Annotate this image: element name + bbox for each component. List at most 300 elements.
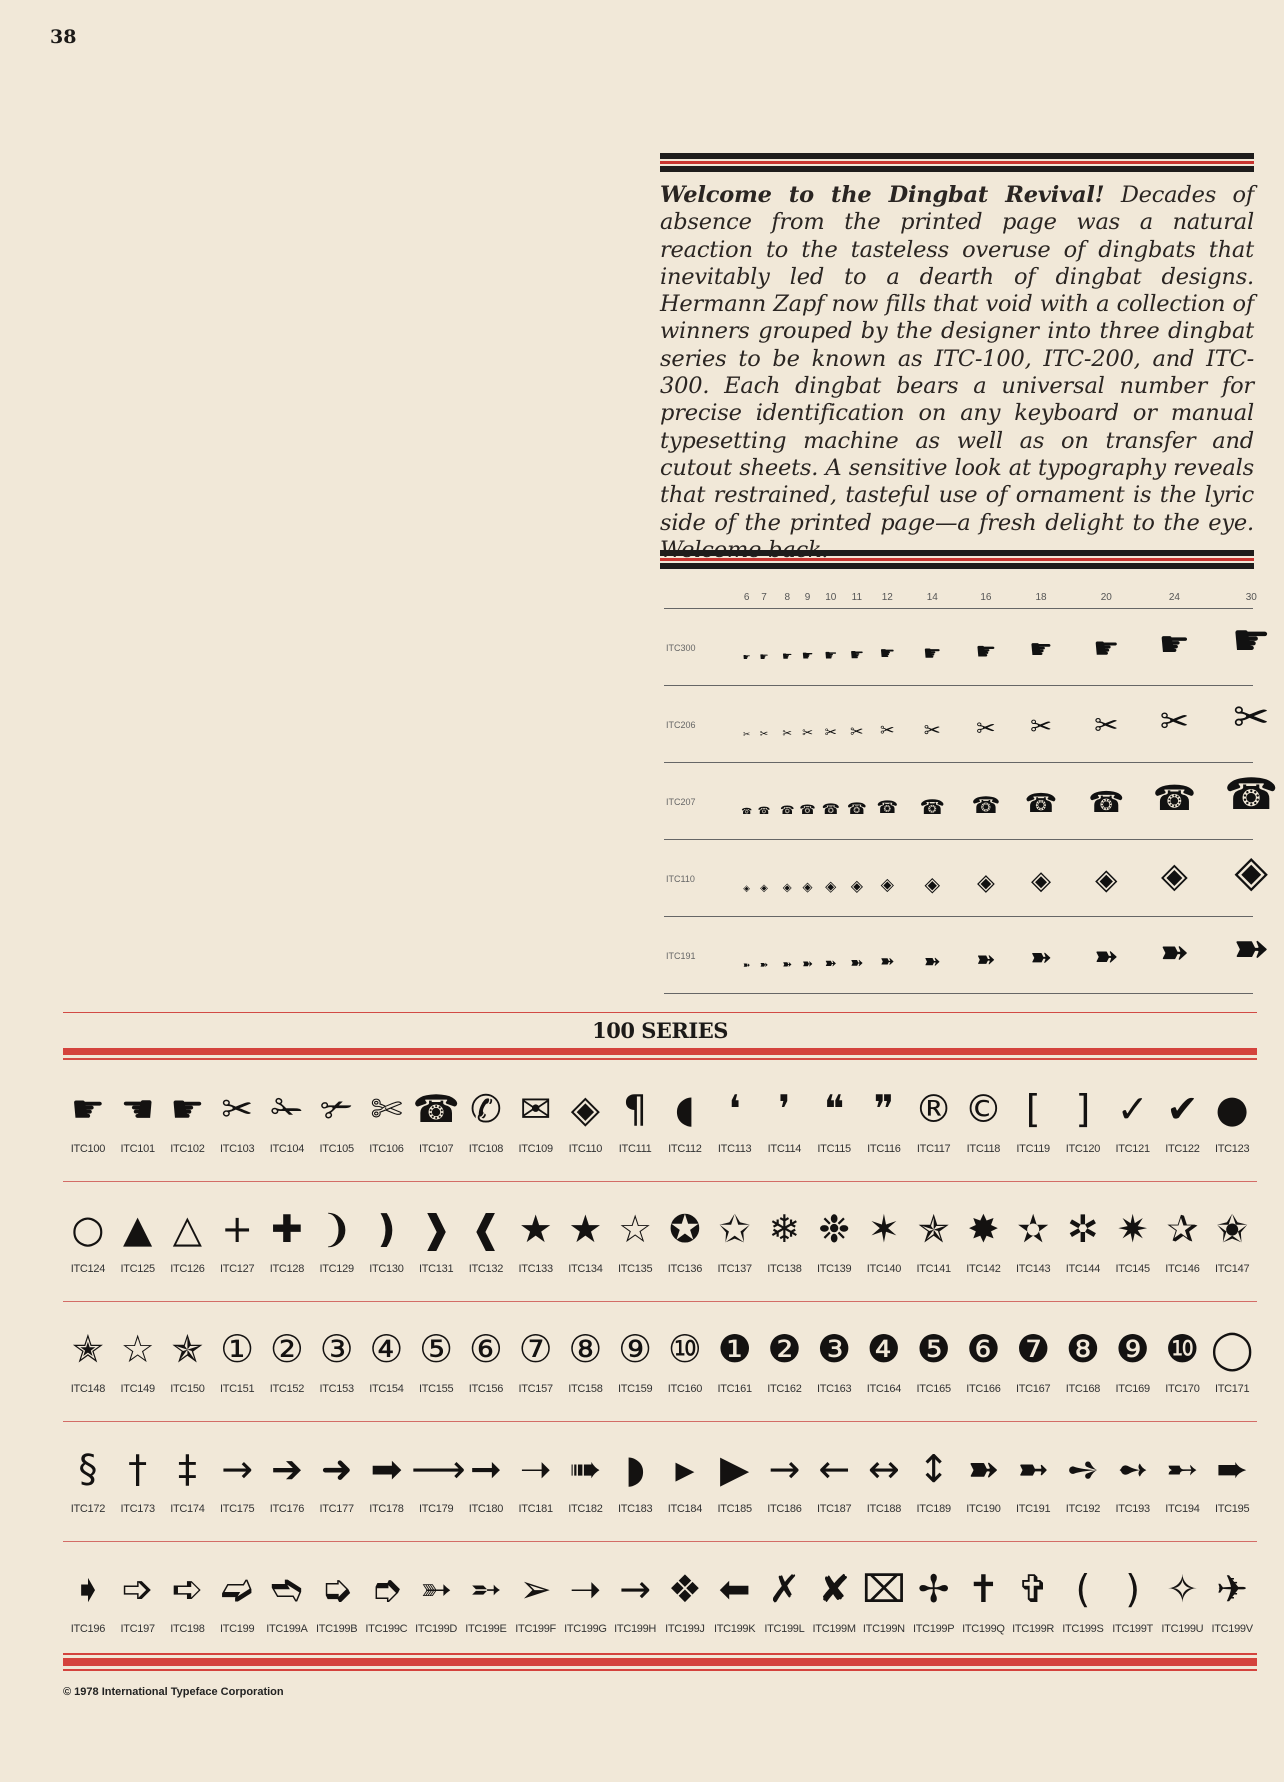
dingbat-code: ITC172	[70, 1503, 106, 1515]
dingbat-code: ITC151	[219, 1383, 255, 1395]
dingbat-glyph: ‡	[177, 1447, 197, 1491]
dingbat-cell	[610, 1440, 660, 1515]
dingbat-glyph: ®	[914, 1087, 953, 1131]
dingbat-glyph: ✝	[967, 1567, 1000, 1611]
dingbat-code: ITC198	[170, 1623, 205, 1635]
dingbat-glyph: ◯	[1210, 1327, 1254, 1371]
size-sample-glyph: ➽	[1030, 942, 1052, 973]
dingbat-code: ITC199D	[415, 1623, 458, 1635]
size-sample-glyph: ➽	[743, 961, 751, 972]
dingbat-cell	[212, 1320, 262, 1395]
dingbat-glyph: ❖	[667, 1567, 702, 1611]
dingbat-code: ITC114	[767, 1143, 802, 1155]
dingbat-code: ITC194	[1165, 1503, 1200, 1515]
dingbat-code: ITC190	[966, 1503, 1001, 1515]
dingbat-glyph: ©	[964, 1087, 1003, 1131]
dingbat-glyph: ✓	[1116, 1087, 1149, 1131]
footer-rule	[63, 1653, 1257, 1671]
dingbat-glyph: ➵	[469, 1567, 502, 1611]
dingbat-code: ITC153	[319, 1383, 354, 1395]
glyph-row	[63, 1560, 1257, 1635]
dingbat-glyph: ➩	[121, 1567, 154, 1611]
dingbat-cell	[511, 1080, 561, 1155]
dingbat-code: ITC147	[1214, 1263, 1250, 1275]
dingbat-code: ITC199E	[465, 1623, 507, 1635]
size-sample-glyph: ☛	[1093, 631, 1120, 665]
dingbat-glyph: →	[221, 1447, 254, 1491]
dingbat-glyph: ✫	[1017, 1207, 1050, 1251]
dingbat-code: ITC176	[269, 1503, 305, 1515]
dingbat-code: ITC101	[120, 1143, 155, 1155]
dingbat-cell	[362, 1560, 412, 1635]
dingbat-cell	[760, 1560, 810, 1635]
dingbat-code: ITC152	[269, 1383, 305, 1395]
page-number: 38	[50, 26, 77, 48]
dingbat-code: ITC127	[219, 1263, 255, 1275]
dingbat-cell	[1058, 1320, 1108, 1395]
size-sample-glyph: ✂	[782, 726, 793, 741]
dingbat-glyph: ⑩	[667, 1327, 702, 1371]
dingbat-glyph: ⬅	[718, 1567, 751, 1611]
dingbat-cell	[362, 1440, 412, 1515]
dingbat-glyph: ❼	[1016, 1327, 1051, 1371]
dingbat-code: ITC142	[966, 1263, 1001, 1275]
size-row	[664, 840, 1268, 917]
dingbat-glyph: ✶	[867, 1207, 900, 1251]
size-sample-glyph: ◈	[760, 882, 768, 894]
dingbat-glyph: △	[172, 1207, 202, 1251]
dingbat-glyph: ❄	[768, 1207, 801, 1251]
dingbat-code: ITC199K	[713, 1623, 756, 1635]
size-label: 11	[851, 592, 863, 603]
dingbat-cell	[909, 1440, 959, 1515]
dingbat-cell	[710, 1200, 760, 1275]
dingbat-code: ITC199C	[365, 1623, 408, 1635]
dingbat-cell	[63, 1440, 113, 1515]
dingbat-glyph: ➫	[221, 1567, 254, 1611]
dingbat-code: ITC158	[568, 1383, 603, 1395]
dingbat-cell	[1108, 1200, 1158, 1275]
dingbat-glyph: ⑥	[468, 1327, 503, 1371]
dingbat-code: ITC199F	[515, 1623, 556, 1635]
size-row	[664, 686, 1270, 763]
dingbat-cell	[1058, 1440, 1108, 1515]
dingbat-cell	[1158, 1320, 1208, 1395]
dingbat-cell	[113, 1320, 163, 1395]
size-sample-glyph: ◈	[1161, 856, 1188, 897]
dingbat-code: ITC160	[667, 1383, 703, 1395]
glyph-row	[63, 1440, 1257, 1542]
dingbat-code: ITC199S	[1062, 1623, 1104, 1635]
dingbat-glyph: ➜	[320, 1447, 353, 1491]
dingbat-code: ITC181	[518, 1503, 553, 1515]
dingbat-cell	[362, 1320, 412, 1395]
dingbat-cell	[113, 1080, 163, 1155]
dingbat-code: ITC186	[767, 1503, 802, 1515]
size-sample-glyph: ➽	[759, 959, 769, 971]
dingbat-cell	[859, 1440, 909, 1515]
dingbat-code: ITC197	[120, 1623, 155, 1635]
dingbat-cell	[461, 1320, 511, 1395]
dingbat-cell	[63, 1560, 113, 1635]
dingbat-code: ITC136	[667, 1263, 703, 1275]
size-label: 10	[825, 592, 837, 603]
dingbat-cell	[262, 1200, 312, 1275]
dingbat-code: ITC103	[219, 1143, 255, 1155]
dingbat-cell	[561, 1200, 611, 1275]
dingbat-glyph: ✄	[370, 1087, 403, 1131]
dingbat-glyph: ✢	[917, 1567, 950, 1611]
dingbat-code: ITC126	[170, 1263, 205, 1275]
size-sample-glyph: ☛	[879, 643, 896, 664]
dingbat-code: ITC199Q	[962, 1623, 1005, 1635]
size-sample-glyph: ✂	[1233, 692, 1270, 743]
dingbat-glyph: ✬	[1216, 1207, 1249, 1251]
dingbat-glyph: ✩	[718, 1207, 751, 1251]
dingbat-glyph: ○	[71, 1207, 105, 1251]
dingbat-cell	[312, 1080, 362, 1155]
size-label: 6	[743, 592, 750, 603]
dingbat-code: ITC155	[418, 1383, 454, 1395]
size-sample-glyph: ☎	[846, 799, 867, 819]
dingbat-code: ITC195	[1214, 1503, 1250, 1515]
dingbat-cell	[1207, 1080, 1257, 1155]
size-sample-glyph: ☎	[741, 807, 753, 818]
top-rule	[660, 153, 1254, 172]
size-sample-glyph: ➽	[880, 951, 895, 972]
dingbat-cell	[411, 1200, 461, 1275]
size-sample-glyph: ☛	[782, 649, 793, 664]
dingbat-glyph: ➝	[519, 1447, 552, 1491]
size-sample-glyph: ✂	[976, 714, 996, 742]
size-sample-glyph: ✂	[1094, 708, 1119, 742]
dingbat-glyph: ❛	[728, 1087, 741, 1131]
dingbat-glyph: ✲	[1066, 1207, 1099, 1251]
dingbat-glyph: ⑤	[419, 1327, 454, 1371]
dingbat-glyph: ❞	[873, 1087, 895, 1131]
size-sample-glyph: ☛	[1029, 634, 1053, 665]
dingbat-cell	[1008, 1200, 1058, 1275]
dingbat-cell	[561, 1560, 611, 1635]
size-label: 24	[1168, 592, 1180, 603]
size-sample-glyph: ☎	[1088, 785, 1125, 819]
dingbat-code: ITC144	[1065, 1263, 1101, 1275]
dingbat-code: ITC120	[1065, 1143, 1101, 1155]
dingbat-glyph: ✂	[221, 1087, 254, 1131]
dingbat-code: ITC139	[816, 1263, 852, 1275]
dingbat-glyph: ➧	[71, 1567, 104, 1611]
dingbat-glyph: ◈	[570, 1087, 600, 1131]
dingbat-code: ITC193	[1115, 1503, 1150, 1515]
dingbat-cell	[959, 1560, 1009, 1635]
dingbat-code: ITC179	[418, 1503, 454, 1515]
dingbat-glyph: ➸	[1166, 1447, 1199, 1491]
size-row	[664, 609, 1271, 686]
dingbat-cell	[660, 1080, 710, 1155]
row-separator	[63, 1181, 1257, 1182]
size-row-label: ITC191	[666, 951, 696, 961]
dingbat-code: ITC133	[518, 1263, 553, 1275]
dingbat-cell	[212, 1560, 262, 1635]
size-sample-glyph: ◈	[1234, 846, 1268, 897]
size-sample-glyph: ☛	[923, 640, 942, 665]
size-label: 9	[804, 592, 811, 603]
dingbat-code: ITC130	[369, 1263, 404, 1275]
dingbat-glyph: ❶	[717, 1327, 752, 1371]
dingbat-cell	[163, 1440, 213, 1515]
dingbat-cell	[212, 1080, 262, 1155]
size-sample-glyph: ✂	[1159, 702, 1189, 743]
size-sample-glyph: ☎	[971, 791, 1001, 819]
dingbat-cell	[660, 1320, 710, 1395]
glyph-row	[63, 1200, 1257, 1302]
dingbat-cell	[262, 1440, 312, 1515]
dingbat-code: ITC134	[568, 1263, 603, 1275]
dingbat-code: ITC199J	[665, 1623, 705, 1635]
size-sample-glyph: ✂	[1030, 711, 1052, 742]
dingbat-cell	[163, 1560, 213, 1635]
dingbat-code: ITC159	[617, 1383, 653, 1395]
dingbat-code: ITC178	[369, 1503, 404, 1515]
dingbat-cell	[212, 1440, 262, 1515]
dingbat-glyph: ✗	[768, 1567, 801, 1611]
dingbat-code: ITC199P	[912, 1623, 955, 1635]
dingbat-cell	[461, 1200, 511, 1275]
dingbat-glyph: ➽	[967, 1447, 1000, 1491]
dingbat-glyph: ❽	[1065, 1327, 1100, 1371]
dingbat-code: ITC167	[1015, 1383, 1051, 1395]
dingbat-glyph: ☆	[120, 1327, 155, 1371]
dingbat-cell	[1207, 1560, 1257, 1635]
dingbat-cell	[312, 1440, 362, 1515]
size-sample-glyph: ◈	[880, 874, 894, 895]
dingbat-cell	[511, 1440, 561, 1515]
dingbat-cell	[1158, 1440, 1208, 1515]
dingbat-cell	[1108, 1080, 1158, 1155]
dingbat-code: ITC161	[717, 1383, 752, 1395]
dingbat-cell	[1058, 1080, 1108, 1155]
dingbat-code: ITC122	[1165, 1143, 1200, 1155]
dingbat-glyph: †	[128, 1447, 148, 1491]
size-row-label: ITC206	[666, 720, 696, 730]
dingbat-glyph: ✈	[1216, 1567, 1249, 1611]
dingbat-glyph: +	[221, 1207, 254, 1251]
dingbat-glyph: ↔	[867, 1447, 900, 1491]
dingbat-cell	[312, 1200, 362, 1275]
dingbat-code: ITC199U	[1161, 1623, 1204, 1635]
dingbat-code: ITC187	[816, 1503, 852, 1515]
dingbat-glyph: ✉	[519, 1087, 552, 1131]
dingbat-glyph: ¶	[623, 1087, 648, 1131]
dingbat-cell	[760, 1320, 810, 1395]
dingbat-glyph: ②	[269, 1327, 304, 1371]
dingbat-glyph: (	[1075, 1567, 1091, 1611]
size-sample-glyph: ☎	[876, 797, 899, 818]
dingbat-cell	[1108, 1440, 1158, 1515]
dingbat-glyph: ⌧	[861, 1567, 906, 1611]
dingbat-cell	[362, 1080, 412, 1155]
dingbat-cell	[1008, 1320, 1058, 1395]
intro-paragraph	[660, 182, 1254, 564]
dingbat-glyph: ✔	[1166, 1087, 1199, 1131]
dingbat-cell	[610, 1560, 660, 1635]
dingbat-cell	[163, 1200, 213, 1275]
dingbat-cell	[362, 1200, 412, 1275]
size-sample-glyph: ☎	[1152, 779, 1197, 820]
dingbat-glyph: ➢	[519, 1567, 552, 1611]
dingbat-glyph: ❻	[966, 1327, 1001, 1371]
dingbat-cell	[1058, 1560, 1108, 1635]
dingbat-cell	[909, 1560, 959, 1635]
dingbat-code: ITC199H	[614, 1623, 657, 1635]
intro-heading: Welcome to the Dingbat Revival!	[660, 182, 1105, 208]
dingbat-code: ITC124	[70, 1263, 106, 1275]
dingbat-code: ITC138	[767, 1263, 802, 1275]
dingbat-cell	[809, 1080, 859, 1155]
dingbat-code: ITC143	[1015, 1263, 1051, 1275]
glyph-row	[63, 1320, 1257, 1422]
dingbat-cell	[113, 1200, 163, 1275]
dingbat-glyph: §	[78, 1447, 98, 1491]
dingbat-cell	[959, 1440, 1009, 1515]
size-sample-glyph: ➽	[802, 956, 814, 972]
dingbat-cell	[1008, 1080, 1058, 1155]
dingbat-cell	[1158, 1080, 1208, 1155]
dingbat-glyph: ➞	[469, 1447, 502, 1491]
dingbat-code: ITC132	[468, 1263, 504, 1275]
size-specimen-table	[664, 590, 1279, 994]
intro-body: Decades of absence from the printed page was a natural reaction to the tasteless overuse of dingbats that inevitably led to a dearth of dingbat designs. Hermann Zapf now fills that void with a collection of winners grouped by the designer into three dingbat series to be known as ITC-100, ITC-200, and ITC-300. Each dingbat bears a universal number for precise identification on any keyboard or manual typesetting machine as well as on transfer and cutout sheets. A sensitive look at typography reveals that restrained, tasteful use of ornament is the lyric side of the printed page—a fresh delight to the eye.	[660, 182, 1255, 536]
dingbat-glyph: ✯	[171, 1327, 204, 1371]
size-sample-glyph: ◈	[924, 871, 941, 896]
size-sample-glyph: ➽	[1233, 923, 1270, 974]
dingbat-cell	[710, 1320, 760, 1395]
dingbat-cell	[163, 1320, 213, 1395]
dingbat-glyph: ✸	[967, 1207, 1000, 1251]
dingbat-code: ITC135	[617, 1263, 653, 1275]
size-label: 16	[980, 592, 992, 603]
size-sample-glyph: ☎	[799, 802, 816, 818]
size-sample-glyph: ✂	[824, 724, 837, 741]
dingbat-cell	[511, 1200, 561, 1275]
dingbat-code: ITC166	[966, 1383, 1001, 1395]
size-row-label: ITC110	[666, 874, 695, 884]
size-sample-glyph: ➽	[1159, 933, 1189, 974]
size-row-label: ITC300	[666, 643, 696, 653]
dingbat-code: ITC174	[170, 1503, 205, 1515]
dingbat-code: ITC185	[717, 1503, 752, 1515]
size-sample-glyph: ☎	[1224, 769, 1279, 820]
dingbat-code: ITC131	[418, 1263, 454, 1275]
dingbat-code: ITC109	[518, 1143, 553, 1155]
dingbat-cell	[710, 1440, 760, 1515]
dingbat-glyph: ➭	[320, 1567, 353, 1611]
dingbat-code: ITC111	[618, 1143, 652, 1155]
dingbat-code: ITC105	[319, 1143, 354, 1155]
dingbat-cell	[411, 1560, 461, 1635]
dingbat-glyph: )	[1125, 1567, 1141, 1611]
dingbat-code: ITC183	[617, 1503, 653, 1515]
dingbat-code: ITC104	[269, 1143, 305, 1155]
dingbat-cell	[760, 1440, 810, 1515]
size-sample-glyph: ☎	[1024, 788, 1058, 819]
dingbat-cell	[461, 1080, 511, 1155]
glyph-row	[63, 1080, 1257, 1182]
dingbat-glyph: ❜	[778, 1087, 791, 1131]
dingbat-glyph: ⑧	[568, 1327, 603, 1371]
dingbat-glyph: ➬	[270, 1567, 303, 1611]
dingbat-code: ITC154	[369, 1383, 404, 1395]
dingbat-glyph: ✪	[668, 1207, 701, 1251]
dingbat-code: ITC100	[70, 1143, 106, 1155]
dingbat-glyph: ◖	[674, 1087, 695, 1131]
dingbat-code: ITC106	[369, 1143, 404, 1155]
dingbat-glyph: ④	[369, 1327, 404, 1371]
dingbat-code: ITC180	[468, 1503, 504, 1515]
dingbat-glyph: ❰	[469, 1207, 502, 1251]
dingbat-cell	[63, 1080, 113, 1155]
size-sample-glyph: ☛	[824, 647, 838, 664]
dingbat-code: ITC199M	[812, 1623, 856, 1635]
dingbat-glyph: ✷	[1116, 1207, 1149, 1251]
dingbat-glyph: ✆	[469, 1087, 502, 1131]
dingbat-code: ITC119	[1016, 1143, 1050, 1155]
size-sample-glyph: ☛	[742, 653, 751, 664]
dingbat-glyph: ✧	[1166, 1567, 1199, 1611]
dingbat-code: ITC173	[120, 1503, 155, 1515]
dingbat-cell	[1008, 1440, 1058, 1515]
dingbat-cell	[610, 1320, 660, 1395]
dingbat-cell	[411, 1080, 461, 1155]
size-label: 20	[1100, 592, 1112, 603]
row-separator	[63, 1301, 1257, 1302]
size-sample-glyph: ◈	[1095, 862, 1118, 896]
dingbat-glyph: ✘	[818, 1567, 851, 1611]
dingbat-cell	[710, 1080, 760, 1155]
dingbat-code: ITC184	[667, 1503, 703, 1515]
dingbat-glyph: ❫	[370, 1207, 403, 1251]
dingbat-glyph: ☎	[412, 1087, 460, 1131]
dingbat-cell	[809, 1560, 859, 1635]
size-sample-glyph: ☎	[821, 801, 840, 818]
dingbat-cell	[1058, 1200, 1108, 1275]
size-sample-glyph: ✂	[759, 728, 769, 740]
dingbat-code: ITC156	[468, 1383, 504, 1395]
dingbat-glyph: ←	[818, 1447, 851, 1491]
dingbat-glyph: ☛	[170, 1087, 205, 1131]
dingbat-code: ITC199A	[266, 1623, 308, 1635]
size-sample-glyph: ✂	[880, 720, 895, 741]
dingbat-glyph: ➳	[420, 1567, 453, 1611]
size-sample-glyph: ➽	[1094, 939, 1119, 973]
dingbat-cell	[859, 1080, 909, 1155]
dingbat-code: ITC140	[866, 1263, 902, 1275]
dingbat-cell	[610, 1080, 660, 1155]
size-row	[664, 917, 1270, 994]
dingbat-cell	[511, 1320, 561, 1395]
size-sample-glyph: ◈	[782, 880, 792, 895]
dingbat-glyph: [	[1025, 1087, 1041, 1131]
dingbat-glyph: ★	[568, 1207, 603, 1251]
dingbat-cell	[312, 1320, 362, 1395]
dingbat-glyph: ★	[518, 1207, 553, 1251]
dingbat-code: ITC146	[1165, 1263, 1200, 1275]
dingbat-code: ITC171	[1214, 1383, 1250, 1395]
dingbat-glyph: ▸	[675, 1447, 695, 1491]
bottom-rule	[660, 550, 1254, 569]
dingbat-cell	[859, 1200, 909, 1275]
dingbat-cell	[1207, 1440, 1257, 1515]
